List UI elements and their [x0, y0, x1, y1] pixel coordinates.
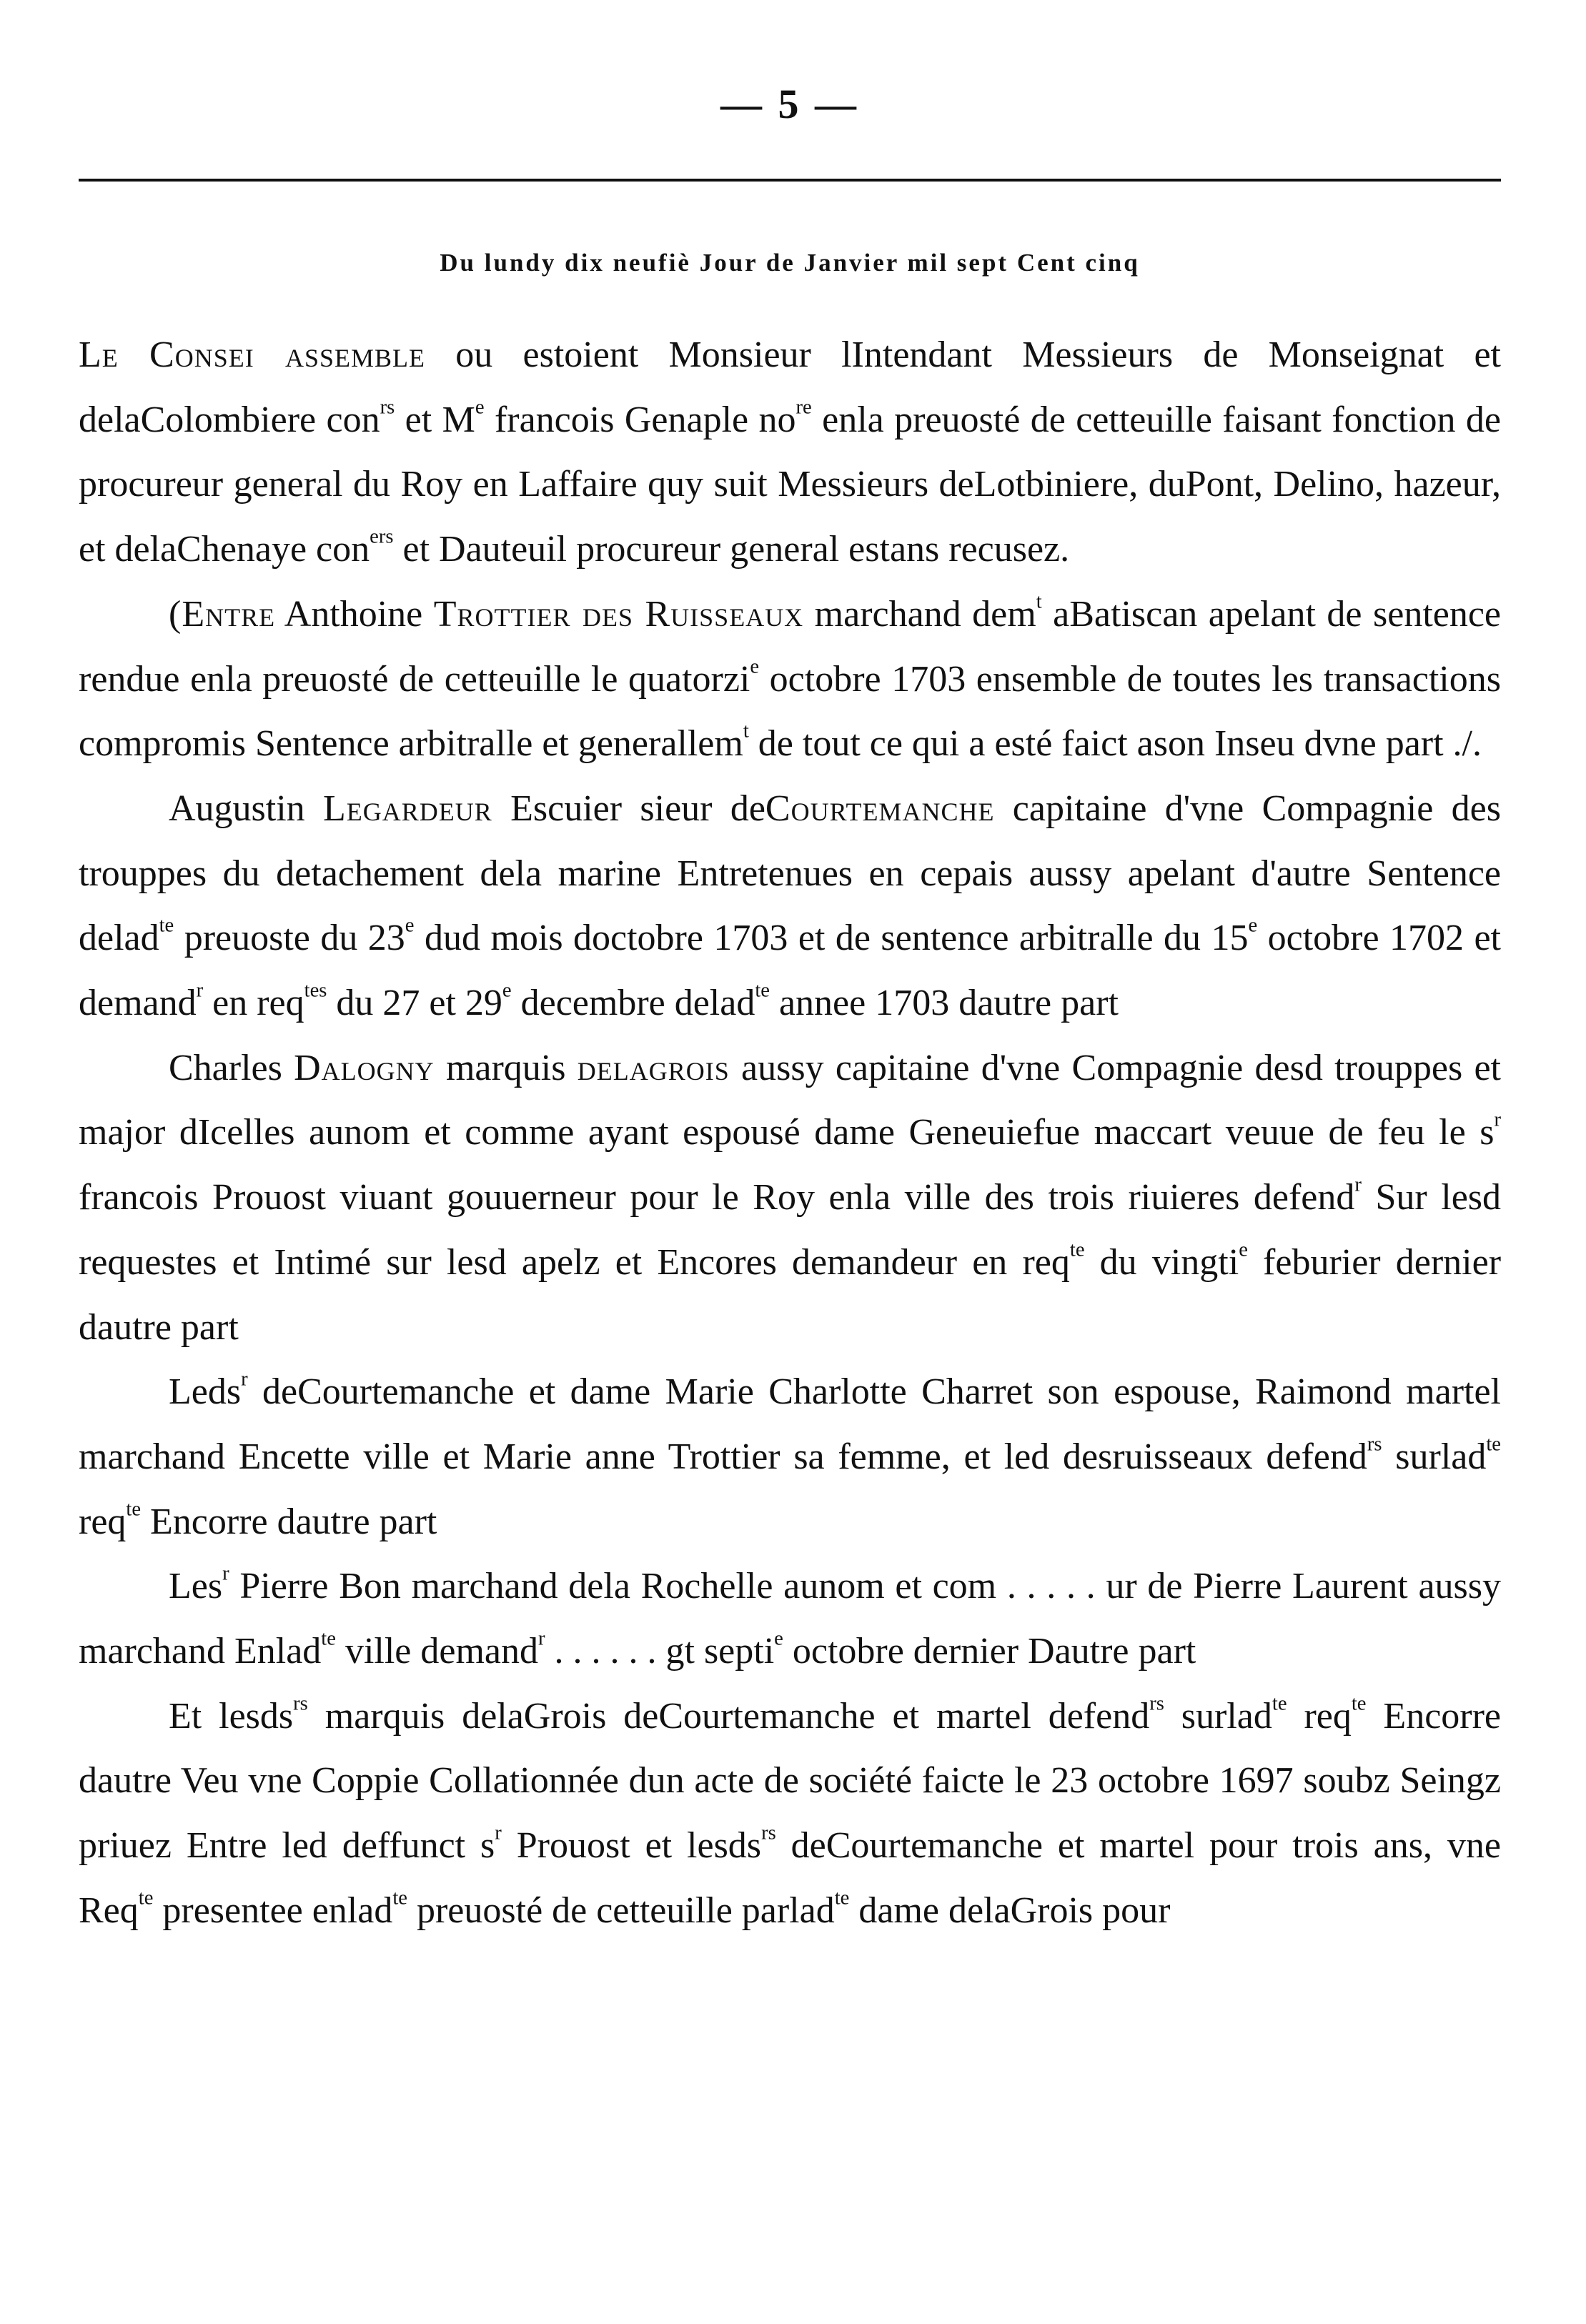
text-run: enla preuosté de cetteuille faisant fonction de procureur general du Roy en Laffaire quy suit Messieurs deLotbiniere, duPont, Delino, hazeur, et delaChenaye con: [79, 399, 1501, 570]
session-heading: Du lundy dix neufiè Jour de Janvier mil sept Cent cinq: [440, 249, 1140, 277]
text-run: capitaine d'vne Compagnie des trouppes du detachement dela marine Entretenues en cepais aussy apelant d'autre Sentence delad: [79, 788, 1501, 959]
text-run: marquis: [434, 1047, 578, 1088]
superscript-abbrev: te: [321, 1627, 336, 1650]
superscript-abbrev: te: [834, 1887, 850, 1910]
superscript-abbrev: r: [1494, 1108, 1501, 1131]
text-run: Sur lesd requestes et Intimé sur lesd apelz et Encores demandeur en req: [79, 1177, 1502, 1283]
small-caps-name: Trottier des Ruisseaux: [433, 593, 804, 635]
small-caps-name: Dalogny: [294, 1047, 435, 1088]
text-run: . . . . . . gt septi: [545, 1631, 775, 1672]
page-number: — 5 —: [720, 81, 859, 127]
text-run: octobre 1703 ensemble de toutes les transactions compromis Sentence arbitralle et generallem: [79, 658, 1501, 765]
superscript-abbrev: te: [138, 1887, 154, 1910]
superscript-abbrev: e: [1239, 1238, 1248, 1261]
superscript-abbrev: te: [159, 914, 174, 937]
text-run: dud mois doctobre 1703 et de sentence arbitralle du 15: [414, 918, 1249, 959]
text-run: Et lesds: [169, 1695, 294, 1737]
text-run: Leds: [169, 1371, 242, 1413]
text-run: en req: [203, 983, 304, 1024]
text-run: Augustin: [169, 788, 324, 829]
superscript-abbrev: t: [1036, 590, 1042, 613]
superscript-abbrev: r: [222, 1562, 229, 1585]
text-run: octobre 1702 et demand: [79, 918, 1501, 1024]
superscript-abbrev: te: [1069, 1238, 1085, 1261]
text-run: preuoste du 23: [174, 918, 405, 959]
superscript-abbrev: te: [1351, 1692, 1367, 1715]
superscript-abbrev: te: [392, 1887, 407, 1910]
small-caps-name: delagrois: [577, 1047, 730, 1088]
paragraph-courtemanche: [79, 1360, 1501, 1554]
text-run: ou estoient Monsieur lIntendant Messieurs de Monseignat et delaColombiere con: [79, 334, 1501, 440]
small-caps-name: Le Consei assemble: [79, 334, 425, 375]
text-run: surlad: [1382, 1436, 1487, 1477]
superscript-abbrev: r: [1354, 1173, 1362, 1196]
text-run: Encorre dautre Veu vne Coppie Collationnée dun acte de société faicte le 23 octobre 1697 soubz Seingz priuez Entre led deffunct s: [79, 1695, 1501, 1867]
paragraph-legardeur: [79, 777, 1501, 1036]
text-run: deCourtemanche et martel pour trois ans, vne Req: [79, 1825, 1501, 1931]
paragraph-bon: [79, 1554, 1501, 1684]
paragraph-lagrois: [79, 1684, 1501, 1944]
document-body: [79, 323, 1501, 1944]
text-run: du 27 et 29: [327, 983, 502, 1024]
superscript-abbrev: rs: [761, 1822, 776, 1844]
text-run: aBatiscan apelant de sentence rendue enla preuosté de cetteuille le quatorzi: [79, 593, 1502, 700]
superscript-abbrev: rs: [293, 1692, 308, 1715]
superscript-abbrev: ers: [370, 525, 394, 548]
paragraph-dalogny: [79, 1036, 1501, 1361]
superscript-abbrev: e: [1248, 914, 1258, 937]
text-run: feburier dernier dautre part: [79, 1241, 1502, 1348]
text-run: Encorre dautre part: [141, 1501, 437, 1542]
small-caps-name: Courtemanche: [765, 788, 995, 829]
superscript-abbrev: te: [755, 979, 770, 1002]
text-run: presentee enlad: [153, 1890, 393, 1931]
text-run: marchand dem: [803, 593, 1036, 635]
text-run: aussy capitaine d'vne Compagnie desd trouppes et major dIcelles aunom et comme ayant espousé dame Geneuiefue maccart veuue de feu le s: [79, 1047, 1502, 1153]
superscript-abbrev: r: [495, 1822, 502, 1844]
text-run: surlad: [1164, 1695, 1272, 1737]
text-run: Anthoine: [275, 593, 434, 635]
small-caps-name: (Entre: [169, 593, 276, 635]
superscript-abbrev: te: [1272, 1692, 1287, 1715]
text-run: francois Genaple no: [484, 399, 796, 440]
text-run: et M: [395, 399, 475, 440]
superscript-abbrev: t: [743, 720, 749, 743]
superscript-abbrev: e: [502, 979, 512, 1002]
superscript-abbrev: e: [774, 1627, 783, 1650]
superscript-abbrev: r: [196, 979, 204, 1002]
document-page: [79, 0, 1501, 2324]
text-run: Pierre Bon marchand dela Rochelle aunom et com . . . . . ur de Pierre Laurent aussy marchand Enlad: [79, 1566, 1501, 1672]
text-run: annee 1703 dautre part: [769, 983, 1119, 1024]
paragraph-trottier: [79, 582, 1501, 777]
superscript-abbrev: rs: [1149, 1692, 1164, 1715]
text-run: Prouost et lesds: [501, 1825, 762, 1867]
superscript-abbrev: rs: [380, 395, 395, 418]
text-run: dame delaGrois pour: [849, 1890, 1171, 1931]
text-run: du vingti: [1084, 1241, 1239, 1283]
superscript-abbrev: te: [1486, 1433, 1501, 1456]
superscript-abbrev: tes: [304, 979, 327, 1002]
text-run: req: [79, 1501, 127, 1542]
text-run: deCourtemanche et dame Marie Charlotte Charret son espouse, Raimond martel marchand Encette ville et Marie anne Trottier sa femme, et led desruisseaux defend: [79, 1371, 1501, 1477]
text-run: decembre delad: [511, 983, 755, 1024]
superscript-abbrev: r: [241, 1368, 248, 1391]
text-run: Escuier sieur de: [492, 788, 765, 829]
text-run: ville demand: [335, 1631, 538, 1672]
text-run: req: [1287, 1695, 1352, 1737]
superscript-abbrev: te: [126, 1497, 142, 1520]
text-run: et Dauteuil procureur general estans recusez.: [393, 529, 1070, 570]
text-run: Charles: [169, 1047, 294, 1088]
superscript-abbrev: r: [537, 1627, 545, 1650]
superscript-abbrev: e: [475, 395, 485, 418]
text-run: Les: [169, 1566, 223, 1607]
text-run: preuosté de cetteuille parlad: [407, 1890, 835, 1931]
superscript-abbrev: e: [405, 914, 415, 937]
header-rule: [79, 179, 1501, 182]
superscript-abbrev: re: [796, 395, 812, 418]
superscript-abbrev: rs: [1367, 1433, 1382, 1456]
text-run: marquis delaGrois deCourtemanche et martel defend: [307, 1695, 1150, 1737]
small-caps-name: Legardeur: [323, 788, 492, 829]
text-run: francois Prouost viuant gouuerneur pour le Roy enla ville des trois riuieres defend: [79, 1177, 1355, 1218]
text-run: octobre dernier Dautre part: [783, 1631, 1196, 1672]
superscript-abbrev: e: [750, 655, 760, 677]
text-run: de tout ce qui a esté faict ason Inseu dvne part ./.: [748, 723, 1482, 765]
paragraph-council: [79, 323, 1501, 582]
